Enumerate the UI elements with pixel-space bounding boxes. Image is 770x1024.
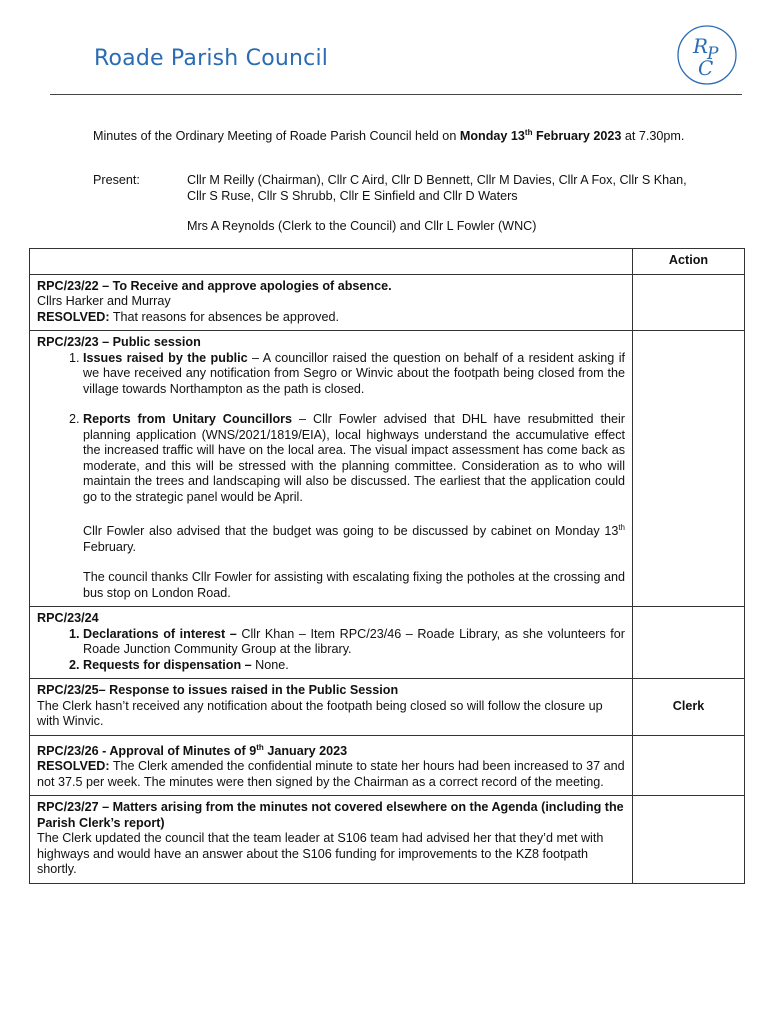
minute-heading: RPC/23/25– Response to issues raised in the Public Session	[37, 683, 399, 698]
minute-row: RPC/23/26 - Approval of Minutes of 9th January 2023 RESOLVED: The Clerk amended the confidential minute to state her hours had been increased to 37 and not 37.5 per week. The minutes were then signed by the Chairman as a correct record of the meeting.	[30, 735, 745, 796]
svg-text:C: C	[698, 56, 714, 80]
minute-heading: RPC/23/22 – To Receive and approve apologies of absence.	[37, 278, 392, 293]
minute-items	[37, 627, 625, 674]
action-cell	[633, 607, 745, 679]
meeting-intro: Minutes of the Ordinary Meeting of Roade Parish Council held on Monday 13th February 2023 at 7.30pm.	[93, 128, 685, 144]
action-cell	[633, 274, 745, 331]
list-item: 1. Issues raised by the public – A councillor raised the question on behalf of a resident asking if we have received any notification from Segro or Winvic about the footpath being closed from the village towards Northampton as the path is closed.	[83, 351, 625, 398]
present-others: Mrs A Reynolds (Clerk to the Council) and Cllr L Fowler (WNC)	[187, 219, 537, 233]
minute-row: RPC/23/27 – Matters arising from the minutes not covered elsewhere on the Agenda (including the Parish Clerk’s report) The Clerk updated the council that the team leader at S106 team had advised her that they’d met with highways and would have an answer about the S106 funding for improvements to the KZ8 footpath shortly.	[30, 796, 745, 884]
minute-row: RPC/23/22 – To Receive and approve apologies of absence. Cllrs Harker and Murray RESOLVED: That reasons for absences be approved.	[30, 274, 745, 331]
minute-row: RPC/23/25– Response to issues raised in the Public Session The Clerk hasn’t received any notification about the footpath being closed so will follow the closure up with Winvic. Clerk	[30, 679, 745, 736]
council-title: Roade Parish Council	[94, 46, 329, 71]
header-divider	[50, 94, 742, 95]
list-item: 2. Requests for dispensation – None.	[83, 658, 625, 674]
minute-row	[30, 331, 745, 607]
minute-heading: RPC/23/23 – Public session	[37, 335, 201, 349]
rpc-logo	[676, 24, 738, 86]
action-cell	[633, 796, 745, 884]
minute-heading: RPC/23/24	[37, 611, 99, 626]
minute-heading: RPC/23/26 - Approval of Minutes of 9th January 2023	[37, 742, 348, 758]
list-item: 2. Reports from Unitary Councillors – Cllr Fowler advised that DHL have resubmitted their planning application (WNS/2021/1819/EIA), local highways understand the accumulative effect the increased traffic will have on the local area. The visual impact assessment has come back as moderate, and this will be stressed with the planning committee. Consideration as to who will maintain the trees and landscaping will also be discussed. The earliest that the application could go to the strategic panel would be April. Cllr Fowler also advised that the budget was going to be discussed by cabinet on Monday 13th February. The council thanks Cllr Fowler for assisting with escalating fixing the potholes at the crossing and bus stop on London Road.	[83, 412, 625, 601]
table-header-row	[30, 249, 745, 275]
minute-row	[30, 607, 745, 679]
present-label: Present:	[93, 173, 140, 187]
minutes-table	[29, 248, 745, 884]
list-item: 1. Declarations of interest – Cllr Khan – Item RPC/23/46 – Roade Library, as she volunteers for Roade Junction Community Group at the library.	[83, 627, 625, 658]
action-column-header: Action	[633, 249, 745, 275]
svg-text:R: R	[693, 34, 709, 58]
action-cell	[633, 735, 745, 796]
minute-items	[37, 351, 625, 602]
svg-text:P: P	[707, 44, 719, 64]
minute-heading: RPC/23/27 – Matters arising from the minutes not covered elsewhere on the Agenda (including the Parish Clerk’s report)	[37, 800, 624, 830]
present-councillors: Cllr M Reilly (Chairman), Cllr C Aird, Cllr D Bennett, Cllr M Davies, Cllr A Fox, Cllr S Khan, Cllr S Ruse, Cllr S Shrubb, Cllr E Sinfield and Cllr D Waters	[187, 173, 687, 203]
action-cell: Clerk	[633, 679, 745, 736]
action-cell	[633, 331, 745, 607]
